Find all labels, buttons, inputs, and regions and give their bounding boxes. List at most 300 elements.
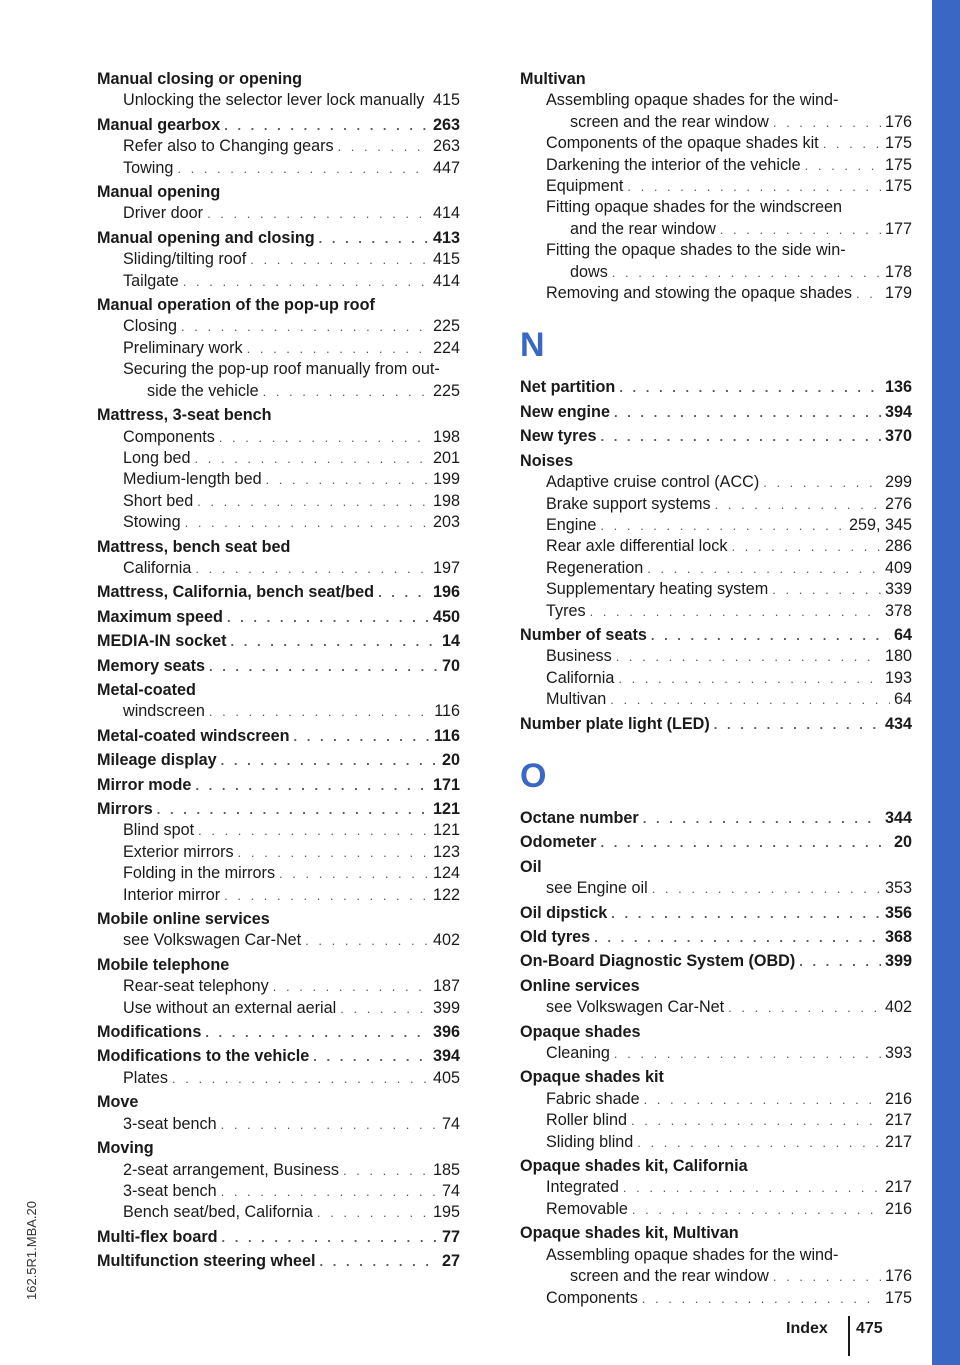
leader-dots	[195, 558, 429, 579]
index-entry	[520, 625, 912, 646]
page-reference[interactable]: 124	[432, 864, 460, 883]
page-reference[interactable]: 198	[432, 427, 460, 446]
page-reference[interactable]: 122	[432, 885, 460, 904]
index-subentry	[97, 863, 460, 884]
footer-page-number: 475	[856, 1320, 883, 1337]
page-reference[interactable]: 413	[432, 228, 460, 247]
index-entry	[520, 426, 912, 447]
index-subentry	[97, 930, 460, 951]
leader-dots	[632, 1199, 881, 1220]
entry-term: Oil	[520, 857, 542, 876]
entry-term: Odometer	[520, 833, 597, 852]
index-subentry	[520, 878, 912, 899]
page-reference[interactable]: 197	[432, 558, 460, 577]
leader-dots	[222, 1227, 438, 1248]
page-reference[interactable]: 77	[441, 1227, 460, 1246]
page-reference[interactable]: 414	[432, 271, 460, 290]
page-reference[interactable]: 216	[884, 1089, 912, 1108]
leader-dots	[647, 558, 881, 579]
leader-dots	[209, 656, 438, 677]
leader-dots	[177, 158, 429, 179]
entry-term: California	[546, 668, 615, 687]
entry-term: Unlocking the selector lever lock manually	[123, 91, 425, 110]
entry-term: Regeneration	[546, 558, 644, 577]
page-reference[interactable]: 70	[441, 656, 460, 675]
page-reference[interactable]: 123	[432, 842, 460, 861]
entry-term: 2-seat arrangement, Business	[123, 1160, 339, 1179]
page-reference[interactable]: 263	[432, 115, 460, 134]
entry-term: Manual closing or opening	[97, 70, 303, 88]
leader-dots	[772, 579, 881, 600]
page-reference[interactable]: 27	[441, 1252, 460, 1271]
page-reference[interactable]: 74	[441, 1114, 460, 1133]
index-subentry	[97, 359, 460, 380]
index-entry	[97, 607, 460, 628]
entry-term: Mobile telephone	[97, 955, 230, 974]
page-reference[interactable]: 370	[884, 427, 912, 446]
index-entry	[520, 69, 912, 90]
entry-term: Tyres	[546, 601, 586, 620]
index-subentry	[97, 136, 460, 157]
index-subentry	[520, 494, 912, 515]
index-subentry	[520, 1043, 912, 1064]
leader-dots	[631, 1110, 881, 1131]
index-entry	[97, 1227, 460, 1248]
index-subentry	[97, 558, 460, 579]
entry-term: Mileage display	[97, 751, 217, 770]
index-subentry	[520, 155, 912, 176]
index-subentry	[520, 1288, 912, 1309]
index-entry	[97, 750, 460, 771]
index-entry	[520, 808, 912, 829]
leader-dots	[221, 1181, 438, 1202]
index-entry	[520, 927, 912, 948]
index-entry	[97, 726, 460, 747]
page-reference[interactable]: 415	[432, 250, 460, 269]
entry-term: Multi-flex board	[97, 1227, 218, 1246]
index-entry	[520, 1156, 912, 1177]
index-entry	[520, 1022, 912, 1043]
index-subentry	[520, 472, 912, 493]
page-reference[interactable]: 402	[432, 931, 460, 950]
index-subentry	[520, 579, 912, 600]
page-reference[interactable]: 176	[884, 1267, 912, 1286]
index-subentry	[97, 842, 460, 863]
index-subentry	[520, 176, 912, 197]
leader-dots	[238, 842, 429, 863]
index-entry	[520, 903, 912, 924]
leader-dots	[823, 133, 881, 154]
entry-term: Opaque shades kit, Multivan	[520, 1224, 739, 1243]
page-reference[interactable]: 198	[432, 491, 460, 510]
entry-term: Manual opening	[97, 183, 221, 202]
index-entry	[97, 631, 460, 652]
page-reference[interactable]: 74	[441, 1181, 460, 1200]
leader-dots	[619, 377, 881, 398]
leader-dots	[172, 1068, 429, 1089]
entry-term: Removable	[546, 1199, 628, 1218]
index-subentry	[97, 491, 460, 512]
entry-term: Closing	[123, 317, 177, 336]
entry-term: see Engine oil	[546, 879, 648, 898]
page-reference[interactable]: 64	[893, 625, 912, 644]
page-reference[interactable]: 20	[893, 833, 912, 852]
page-reference[interactable]: 193	[884, 668, 912, 687]
leader-dots	[651, 625, 890, 646]
index-subentry	[520, 1266, 912, 1287]
page-reference[interactable]: 399	[432, 998, 460, 1017]
page-reference[interactable]: 180	[884, 647, 912, 666]
entry-term: 3-seat bench	[123, 1181, 217, 1200]
page-reference[interactable]: 286	[884, 537, 912, 556]
leader-dots	[428, 90, 429, 111]
page-reference[interactable]: 196	[432, 583, 460, 602]
entry-term: Use without an external aerial	[123, 998, 337, 1017]
index-subentry	[520, 112, 912, 133]
index-entry	[520, 451, 912, 472]
leader-dots	[614, 1043, 881, 1064]
index-entry	[97, 537, 460, 558]
page-reference[interactable]: 136	[884, 378, 912, 397]
leader-dots	[720, 219, 881, 240]
entry-term: Multivan	[546, 690, 607, 709]
page-reference[interactable]: 339	[884, 580, 912, 599]
entry-term: Blind spot	[123, 821, 195, 840]
entry-term: Metal-coated windscreen	[97, 726, 290, 745]
page-reference[interactable]: 399	[884, 952, 912, 971]
page-reference[interactable]: 195	[432, 1203, 460, 1222]
entry-term: screen and the rear window	[570, 112, 769, 131]
entry-term: On-Board Diagnostic System (OBD)	[520, 952, 796, 971]
page-reference[interactable]: 276	[884, 494, 912, 513]
entry-term: dows	[570, 262, 608, 281]
entry-term: side the vehicle	[147, 381, 259, 400]
page-reference[interactable]: 171	[432, 775, 460, 794]
entry-term: Interior mirror	[123, 885, 221, 904]
leader-dots	[652, 878, 881, 899]
page-reference[interactable]: 20	[441, 751, 460, 770]
page-reference[interactable]: 394	[432, 1047, 460, 1066]
entry-term: Folding in the mirrors	[123, 864, 276, 883]
index-subentry	[520, 240, 912, 261]
footer-separator	[848, 1316, 850, 1356]
page-reference[interactable]: 175	[884, 155, 912, 174]
index-subentry	[520, 1245, 912, 1266]
index-subentry	[520, 601, 912, 622]
index-column-right	[520, 66, 912, 1309]
page-reference[interactable]: 203	[432, 513, 460, 532]
entry-term: Metal-coated	[97, 680, 196, 699]
page-reference[interactable]: 393	[884, 1044, 912, 1063]
page-reference[interactable]: 177	[884, 219, 912, 238]
leader-dots	[224, 115, 429, 136]
page-reference[interactable]: 405	[432, 1068, 460, 1087]
entry-term: Sliding blind	[546, 1132, 634, 1151]
index-subentry	[520, 90, 912, 111]
page-reference[interactable]: 434	[884, 714, 912, 733]
entry-term: Fabric shade	[546, 1089, 640, 1108]
leader-dots	[209, 701, 430, 722]
page-reference[interactable]: 217	[884, 1178, 912, 1197]
index-subentry	[97, 1068, 460, 1089]
leader-dots	[266, 469, 429, 490]
entry-term: Online services	[520, 976, 640, 995]
page-reference[interactable]: 64	[893, 690, 912, 709]
index-entry	[520, 832, 912, 853]
index-subentry	[97, 427, 460, 448]
index-subentry	[520, 133, 912, 154]
entry-term: Number of seats	[520, 625, 647, 644]
page-reference[interactable]: 344	[884, 808, 912, 827]
leader-dots	[205, 1022, 429, 1043]
entry-term: Mirrors	[97, 800, 153, 818]
leader-dots	[643, 808, 881, 829]
page-reference[interactable]: 175	[884, 1288, 912, 1307]
entry-term: Multivan	[520, 70, 586, 88]
leader-dots	[773, 112, 881, 133]
index-subentry	[97, 1181, 460, 1202]
entry-term: MEDIA-IN socket	[97, 632, 227, 651]
index-entry	[97, 1251, 460, 1272]
entry-term: Mattress, bench seat bed	[97, 537, 291, 556]
index-entry	[97, 69, 460, 90]
page-footer	[786, 1320, 883, 1338]
index-subentry	[97, 90, 460, 111]
entry-term: Driver door	[123, 204, 204, 223]
leader-dots	[247, 338, 429, 359]
page-reference[interactable]: 263	[432, 137, 460, 156]
index-subentry	[97, 203, 460, 224]
page-reference[interactable]: 175	[884, 177, 912, 196]
page-reference[interactable]: 450	[432, 607, 460, 626]
entry-term: Manual gearbox	[97, 115, 221, 134]
page-reference[interactable]: 378	[884, 601, 912, 620]
entry-term: Tailgate	[123, 271, 179, 290]
index-subentry	[97, 976, 460, 997]
index-side-tab	[932, 0, 960, 1365]
index-entry	[97, 1092, 460, 1113]
index-subentry	[520, 1132, 912, 1153]
index-subentry	[97, 448, 460, 469]
index-subentry	[520, 1110, 912, 1131]
index-subentry	[520, 219, 912, 240]
leader-dots	[600, 832, 890, 853]
leader-dots	[250, 249, 429, 270]
entry-term: Manual operation of the pop-up roof	[97, 296, 375, 315]
page-reference[interactable]: 225	[432, 317, 460, 336]
leader-dots	[185, 512, 429, 533]
index-entry	[520, 951, 912, 972]
entry-term: Roller blind	[546, 1111, 627, 1130]
entry-term: Refer also to Changing gears	[123, 137, 334, 156]
index-subentry	[520, 197, 912, 218]
index-subentry	[97, 1160, 460, 1181]
entry-term: Brake support systems	[546, 494, 711, 513]
index-subentry	[520, 1089, 912, 1110]
entry-term: Modifications to the vehicle	[97, 1047, 310, 1066]
entry-term: Medium-length bed	[123, 470, 262, 489]
entry-term: Mirror mode	[97, 775, 192, 794]
leader-dots	[856, 283, 881, 304]
leader-dots	[763, 472, 881, 493]
entry-term: see Volkswagen Car-Net	[123, 931, 302, 950]
page-reference[interactable]: 299	[884, 473, 912, 492]
entry-term: Memory seats	[97, 656, 205, 675]
leader-dots	[273, 976, 429, 997]
page-reference[interactable]: 414	[432, 204, 460, 223]
index-entry	[97, 656, 460, 677]
index-subentry	[520, 262, 912, 283]
entry-term: New engine	[520, 402, 610, 421]
entry-term: Plates	[123, 1068, 168, 1087]
page-reference[interactable]: 396	[432, 1023, 460, 1042]
page-reference[interactable]: 121	[432, 800, 460, 818]
entry-term: 3-seat bench	[123, 1114, 217, 1133]
index-entry	[97, 909, 460, 930]
entry-term: Integrated	[546, 1178, 619, 1197]
leader-dots	[197, 491, 429, 512]
leader-dots	[799, 951, 881, 972]
leader-dots	[623, 1177, 881, 1198]
page-reference[interactable]: 402	[884, 998, 912, 1017]
leader-dots	[338, 136, 429, 157]
index-subentry	[97, 316, 460, 337]
entry-term: Mobile online services	[97, 910, 270, 929]
entry-term: Adaptive cruise control (ACC)	[546, 473, 760, 492]
leader-dots	[594, 927, 881, 948]
leader-dots	[714, 714, 881, 735]
index-entry	[520, 976, 912, 997]
page-reference[interactable]: 259, 345	[848, 515, 912, 534]
entry-term: Assembling opaque shades for the wind-	[546, 91, 839, 110]
page-reference[interactable]: 179	[884, 284, 912, 303]
index-entry	[97, 799, 460, 820]
leader-dots	[221, 750, 438, 771]
entry-term: Octane number	[520, 808, 639, 827]
leader-dots	[183, 271, 429, 292]
index-entry	[97, 1138, 460, 1159]
page-reference[interactable]: 409	[884, 558, 912, 577]
document-code: 162.5R1.MBA.20	[24, 1200, 39, 1300]
page-reference[interactable]: 353	[884, 879, 912, 898]
index-subentry	[97, 338, 460, 359]
page-reference[interactable]: 224	[432, 338, 460, 357]
entry-term: Components of the opaque shades kit	[546, 134, 819, 153]
page-reference[interactable]: 368	[884, 928, 912, 946]
leader-dots	[224, 885, 429, 906]
entry-term: Darkening the interior of the vehicle	[546, 155, 801, 174]
index-subentry	[520, 515, 912, 536]
page-reference[interactable]: 225	[432, 381, 460, 400]
entry-term: Net partition	[520, 378, 616, 397]
index-entry	[97, 405, 460, 426]
page-reference[interactable]: 447	[432, 158, 460, 177]
page-reference[interactable]: 394	[884, 402, 912, 421]
page-reference[interactable]: 116	[434, 702, 460, 721]
index-entry	[97, 228, 460, 249]
entry-term: windscreen	[123, 702, 205, 721]
leader-dots	[773, 1266, 881, 1287]
leader-dots	[642, 1288, 881, 1309]
page-reference[interactable]: 14	[441, 632, 460, 651]
index-subentry	[520, 283, 912, 304]
page-reference[interactable]: 216	[884, 1199, 912, 1218]
entry-term: Mattress, California, bench seat/bed	[97, 583, 375, 602]
index-section-letter: N	[520, 326, 545, 365]
page-reference[interactable]: 217	[884, 1132, 912, 1151]
entry-term: and the rear window	[570, 219, 716, 238]
entry-term: Engine	[546, 515, 597, 534]
page-reference[interactable]: 356	[884, 903, 912, 922]
index-subentry	[97, 249, 460, 270]
entry-term: Short bed	[123, 491, 194, 510]
leader-dots	[221, 1114, 438, 1135]
index-section-letter: O	[520, 756, 547, 795]
page-reference[interactable]: 178	[884, 262, 912, 281]
index-entry	[97, 775, 460, 796]
leader-dots	[805, 155, 881, 176]
index-subentry	[520, 668, 912, 689]
index-entry	[97, 182, 460, 203]
index-entry	[520, 714, 912, 735]
page-reference[interactable]: 121	[432, 821, 460, 840]
page-reference[interactable]: 415	[432, 91, 460, 110]
page-reference[interactable]: 187	[432, 977, 460, 996]
index-subentry	[520, 997, 912, 1018]
index-entry	[520, 1067, 912, 1088]
page-reference[interactable]: 116	[433, 726, 460, 745]
page-reference[interactable]: 199	[432, 470, 460, 489]
index-entry	[97, 1022, 460, 1043]
index-subentry	[520, 1177, 912, 1198]
index-subentry	[97, 271, 460, 292]
index-entry	[520, 402, 912, 423]
page-reference[interactable]: 201	[432, 448, 460, 467]
entry-term: Cleaning	[546, 1044, 610, 1063]
index-subentry	[97, 469, 460, 490]
page-reference[interactable]: 176	[884, 112, 912, 131]
page-reference[interactable]: 185	[432, 1160, 460, 1179]
entry-term: Opaque shades kit	[520, 1068, 664, 1087]
entry-term: Equipment	[546, 177, 624, 196]
leader-dots	[195, 448, 429, 469]
leader-dots	[590, 601, 881, 622]
entry-term: Components	[123, 427, 215, 446]
entry-term: Assembling opaque shades for the wind-	[546, 1245, 839, 1264]
entry-term: Stowing	[123, 513, 181, 532]
page-reference[interactable]: 175	[884, 134, 912, 153]
index-column-left	[97, 66, 460, 1273]
leader-dots	[181, 316, 429, 337]
entry-term: Opaque shades kit, California	[520, 1157, 748, 1176]
entry-term: Exterior mirrors	[123, 842, 234, 861]
index-subentry	[520, 536, 912, 557]
entry-term: Modifications	[97, 1023, 202, 1042]
leader-dots	[198, 820, 429, 841]
entry-term: Multifunction steering wheel	[97, 1252, 316, 1271]
entry-term: Move	[97, 1093, 139, 1112]
leader-dots	[731, 536, 881, 557]
entry-term: Removing and stowing the opaque shades	[546, 284, 852, 303]
leader-dots	[317, 1202, 429, 1223]
page-reference[interactable]: 217	[884, 1111, 912, 1130]
leader-dots	[715, 494, 881, 515]
index-entry	[520, 857, 912, 878]
index-subentry	[520, 689, 912, 710]
leader-dots	[612, 262, 881, 283]
entry-term: New tyres	[520, 427, 597, 446]
index-subentry	[97, 1114, 460, 1135]
